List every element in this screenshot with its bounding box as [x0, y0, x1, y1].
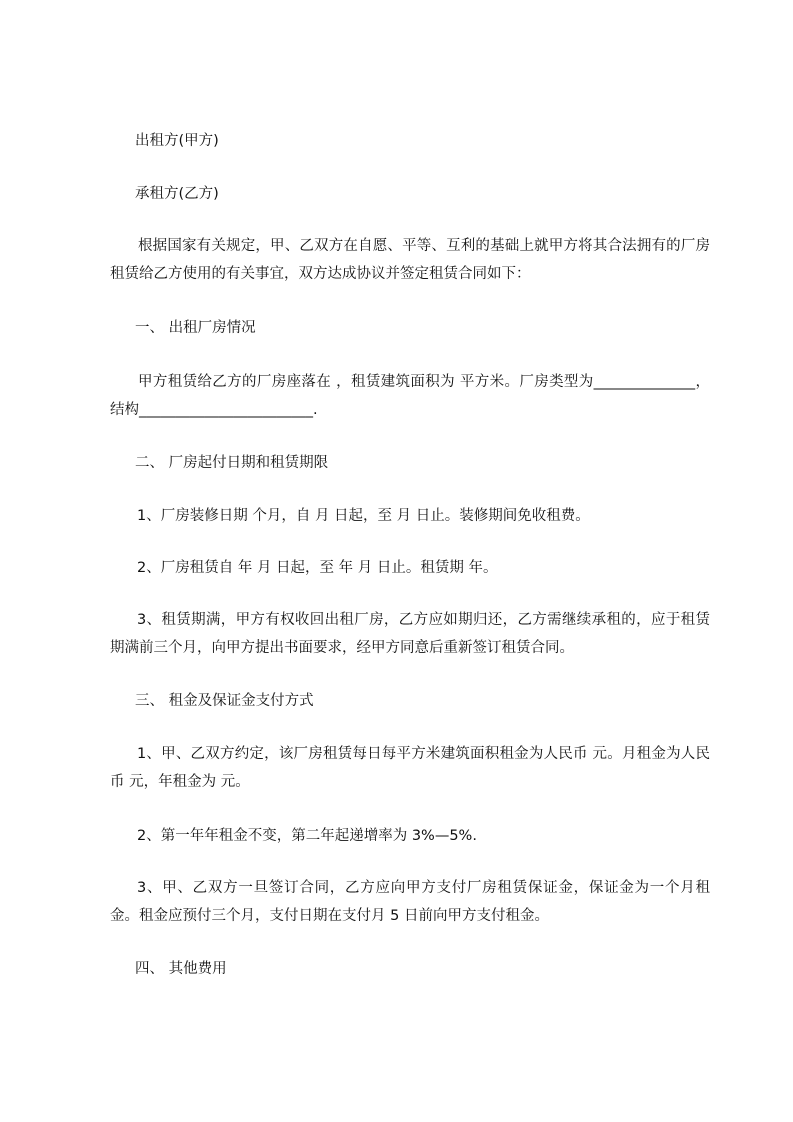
lessor-label: 出租方(甲方): [135, 133, 219, 149]
section-3-paragraph-1: 1、甲、乙双方约定，该厂房租赁每日每平方米建筑面积租金为人民币 元。月租金为人民币 元，年租金为 元。: [110, 746, 710, 790]
section-4-title: 四、 其他费用: [135, 961, 227, 977]
intro-paragraph: 根据国家有关规定，甲、乙双方在自愿、平等、互利的基础上就甲方将其合法拥有的厂房租赁给乙方使用的有关事宜，双方达成协议并签定租赁合同如下：: [110, 238, 710, 282]
section-3-paragraph-2: 2、第一年年租金不变，第二年起递增率为 3%—5%.: [137, 828, 477, 844]
section-2-paragraph-1: 1、厂房装修日期 个月，自 月 日起，至 月 日止。装修期间免收租费。: [137, 508, 590, 524]
section-3-title: 三、 租金及保证金支付方式: [135, 693, 314, 709]
section-2-paragraph-3: 3、租赁期满，甲方有权收回出租厂房，乙方应如期归还，乙方需继续承租的，应于租赁期满前三个月，向甲方提出书面要求，经甲方同意后重新签订租赁合同。: [110, 612, 710, 656]
lessee-label: 承租方(乙方): [135, 186, 219, 202]
section-2-paragraph-2: 2、厂房租赁自 年 月 日起，至 年 月 日止。租赁期 年。: [137, 560, 498, 576]
section-3-paragraph-3: 3、甲、乙双方一旦签订合同，乙方应向甲方支付厂房租赁保证金，保证金为一个月租金。租金应预付三个月，支付日期在支付月 5 日前向甲方支付租金。: [110, 880, 710, 924]
section-1-paragraph-1: 甲方租赁给乙方的厂房座落在 ，租赁建筑面积为 平方米。厂房类型为______________， 结构________________________.: [110, 374, 710, 418]
section-2-title: 二、 厂房起付日期和租赁期限: [135, 455, 329, 471]
section-1-title: 一、 出租厂房情况: [135, 320, 256, 336]
